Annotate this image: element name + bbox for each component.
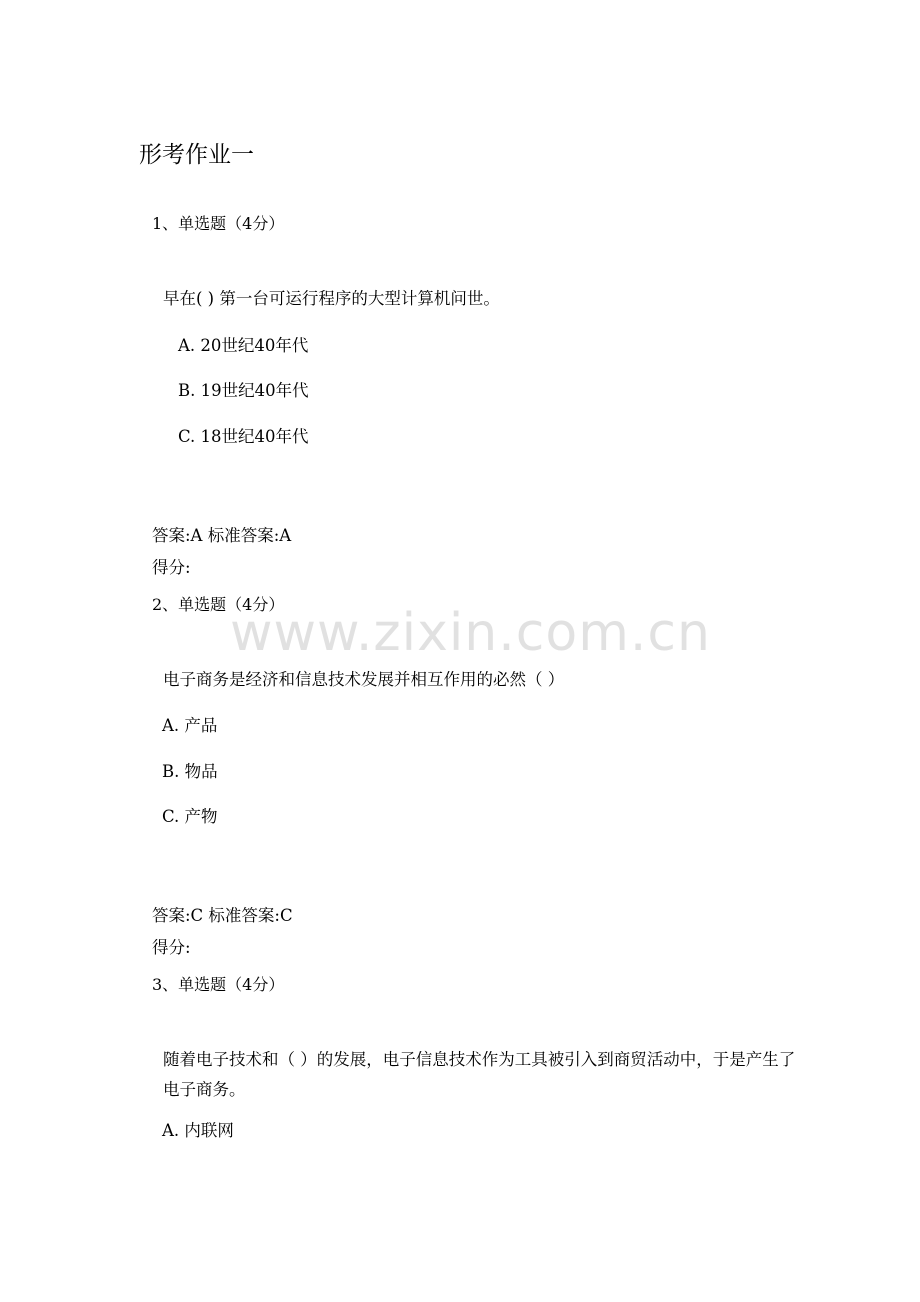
watermark: www.zixin.com.cn [230, 603, 711, 663]
question-3-option-a: A. 内联网 [162, 1121, 234, 1140]
question-2-option-c: C. 产物 [162, 807, 218, 826]
question-3-stem: 随着电子技术和（ ）的发展，电子信息技术作为工具被引入到商贸活动中，于是产生了电子商务。 [163, 1050, 796, 1099]
document-title: 形考作业一 [139, 142, 254, 168]
question-2-option-b: B. 物品 [162, 762, 218, 781]
question-1-answer: 答案:A 标准答案:A [152, 526, 292, 545]
question-2-option-a: A. 产品 [162, 716, 218, 735]
question-1-option-b: B. 19世纪40年代 [178, 381, 309, 400]
question-2-header: 2、单选题（4分） [152, 595, 285, 614]
question-1-header: 1、单选题（4分） [152, 214, 285, 233]
question-1-score: 得分: [152, 558, 191, 577]
question-1-option-a: A. 20世纪40年代 [178, 336, 309, 355]
question-1-option-c: C. 18世纪40年代 [178, 427, 309, 446]
question-2-stem: 电子商务是经济和信息技术发展并相互作用的必然（ ） [163, 670, 565, 689]
question-2-answer: 答案:C 标准答案:C [152, 906, 293, 925]
question-3-header: 3、单选题（4分） [152, 975, 285, 994]
question-1-stem: 早在( ) 第一台可运行程序的大型计算机问世。 [163, 289, 500, 308]
question-2-score: 得分: [152, 938, 191, 957]
